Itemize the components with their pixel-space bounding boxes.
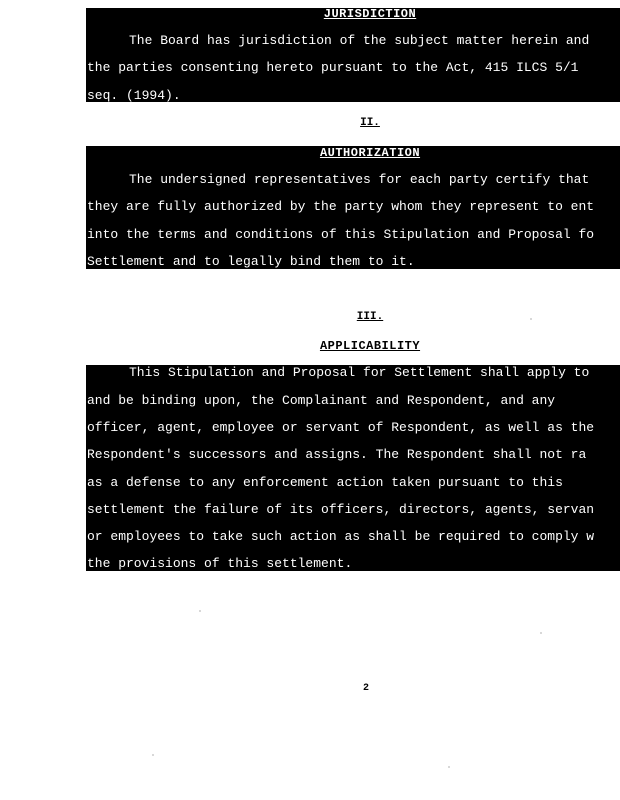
text-line: and be binding upon, the Complainant and Respondent, and any	[87, 393, 556, 408]
section-heading-authorization: AUTHORIZATION	[319, 146, 421, 160]
section-number-2: II.	[360, 117, 380, 129]
section-heading-jurisdiction: JURISDICTION	[323, 8, 417, 21]
text-line: the parties consenting hereto pursuant to the Act, 415 ILCS 5/1	[87, 60, 579, 75]
applicability-section	[86, 365, 620, 571]
text-line: The Board has jurisdiction of the subject matter herein and	[129, 33, 590, 48]
text-line: or employees to take such action as shall be required to comply w	[87, 529, 595, 544]
scan-speck	[540, 632, 542, 634]
text-line: The undersigned representatives for each party certify that	[129, 172, 590, 187]
text-line: Settlement and to legally bind them to it.	[87, 254, 415, 269]
text-line: as a defense to any enforcement action taken pursuant to this	[87, 475, 563, 490]
scan-speck	[199, 610, 201, 612]
scan-speck	[152, 754, 154, 756]
scan-speck	[448, 766, 450, 768]
text-line: the provisions of this settlement.	[87, 556, 353, 571]
authorization-section	[86, 146, 620, 269]
text-line: seq. (1994).	[87, 88, 181, 102]
text-line: they are fully authorized by the party whom they represent to ent	[87, 199, 595, 214]
section-number-3: III.	[356, 311, 384, 323]
text-line: into the terms and conditions of this Stipulation and Proposal fo	[87, 227, 595, 242]
text-line: settlement the failure of its officers, directors, agents, servan	[87, 502, 595, 517]
text-line: This Stipulation and Proposal for Settlement shall apply to	[129, 365, 590, 380]
scan-speck	[530, 318, 532, 320]
jurisdiction-section	[86, 8, 620, 102]
page-number: 2	[363, 683, 370, 694]
section-heading-applicability: APPLICABILITY	[319, 339, 421, 353]
text-line: officer, agent, employee or servant of Respondent, as well as the	[87, 420, 595, 435]
text-line: Respondent's successors and assigns. The Respondent shall not ra	[87, 447, 587, 462]
